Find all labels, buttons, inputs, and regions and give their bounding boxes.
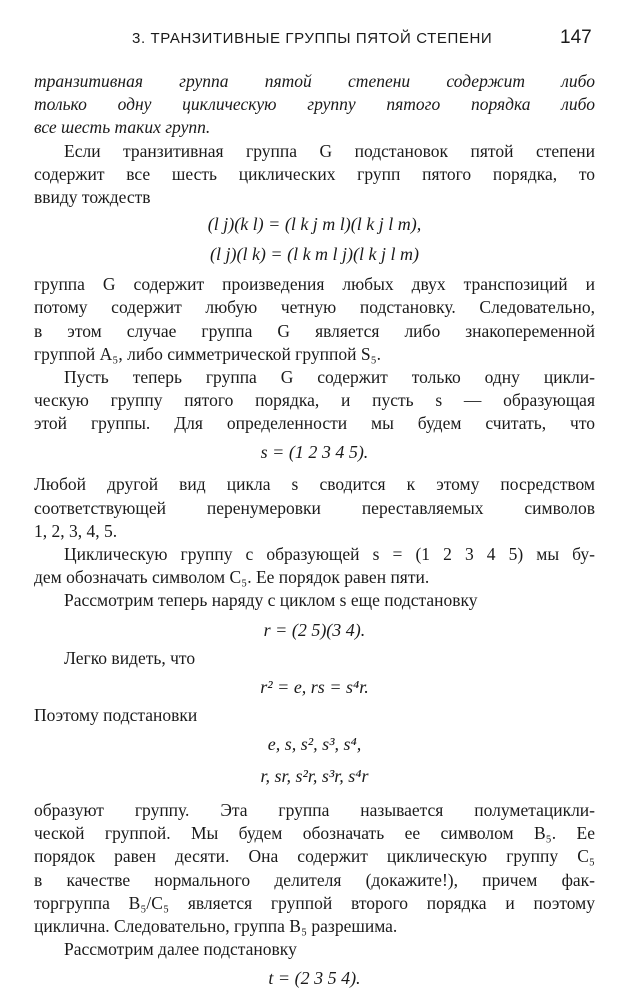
text-line: Циклическую группу с образующей s = (1 2 3 4 5) мы бу- [64, 544, 595, 564]
text-line: дем обозначать символом C₅. Ее порядок равен пяти. [34, 567, 430, 588]
text-line: порядок равен десяти. Она содержит циклическую группу C₅ [34, 846, 595, 867]
text-line: в этом случае группа G является либо знакопеременной [34, 320, 595, 341]
text-line: Поэтому подстановки [34, 704, 198, 725]
text-line: только одну циклическую группу пятого порядка либо [34, 94, 595, 115]
text-line: потому содержит любую четную подстановку. Следовательно, [34, 297, 595, 318]
text-line: торгруппа B₅/C₅ является группой второго порядка и поэтому [34, 892, 595, 913]
text-line: Рассмотрим теперь наряду с циклом s еще подстановку [64, 590, 478, 611]
text-line: циклична. Следовательно, группа B₅ разрешима. [34, 915, 398, 936]
text-line: Если транзитивная группа G подстановок пятой степени [64, 140, 595, 161]
equation: r = (2 5)(3 4). [263, 619, 366, 640]
equation: r² = e, rs = s⁴r. [260, 676, 369, 697]
equation: (l j)(l k) = (l k m l j)(l k j l m) [209, 244, 420, 265]
page-body [34, 70, 595, 995]
text-line: 1, 2, 3, 4, 5. [34, 520, 118, 541]
text-line: Пусть теперь группа G содержит только одну цикли- [64, 366, 595, 387]
page-number: 147 [560, 27, 592, 48]
text-line: группа G содержит произведения любых двух транспозиций и [34, 274, 595, 295]
text-line: все шесть таких групп. [34, 117, 211, 138]
equation: s = (1 2 3 4 5). [260, 442, 369, 463]
text-line: ческой группой. Мы будем обозначать ее символом B₅. Ее [34, 823, 595, 844]
text-line: Рассмотрим далее подстановку [64, 939, 297, 960]
text-line: группой A₅, либо симметрической группой S₅. [34, 343, 382, 364]
text-line: транзитивная группа пятой степени содержит либо [34, 71, 595, 91]
text-line: ввиду тождеств [34, 186, 151, 207]
text-line: ческую группу пятого порядка, и пусть s — образующая [34, 390, 595, 411]
text-line: Легко видеть, что [64, 647, 196, 668]
equation: t = (2 3 5 4). [268, 968, 361, 989]
equation: e, s, s², s³, s⁴, [267, 733, 362, 754]
equation: (l j)(k l) = (l k j m l)(l k j l m), [207, 214, 422, 235]
text-line: Любой другой вид цикла s сводится к этому посредством [34, 474, 595, 495]
section-title: 3. ТРАНЗИТИВНЫЕ ГРУППЫ ПЯТОЙ СТЕПЕНИ [132, 30, 493, 47]
text-line: этой группы. Для определенности мы будем считать, что [34, 413, 595, 434]
text-line: содержит все шесть циклических групп пятого порядка, то [34, 163, 595, 184]
text-line: образуют группу. Эта группа называется полуметацикли- [34, 799, 595, 820]
running-header [0, 27, 635, 54]
text-line: соответствующей перенумеровки переставляемых символов [34, 497, 595, 518]
text-line: в качестве нормального делителя (докажите!), причем фак- [34, 869, 595, 890]
equation: r, sr, s²r, s³r, s⁴r [260, 765, 369, 786]
